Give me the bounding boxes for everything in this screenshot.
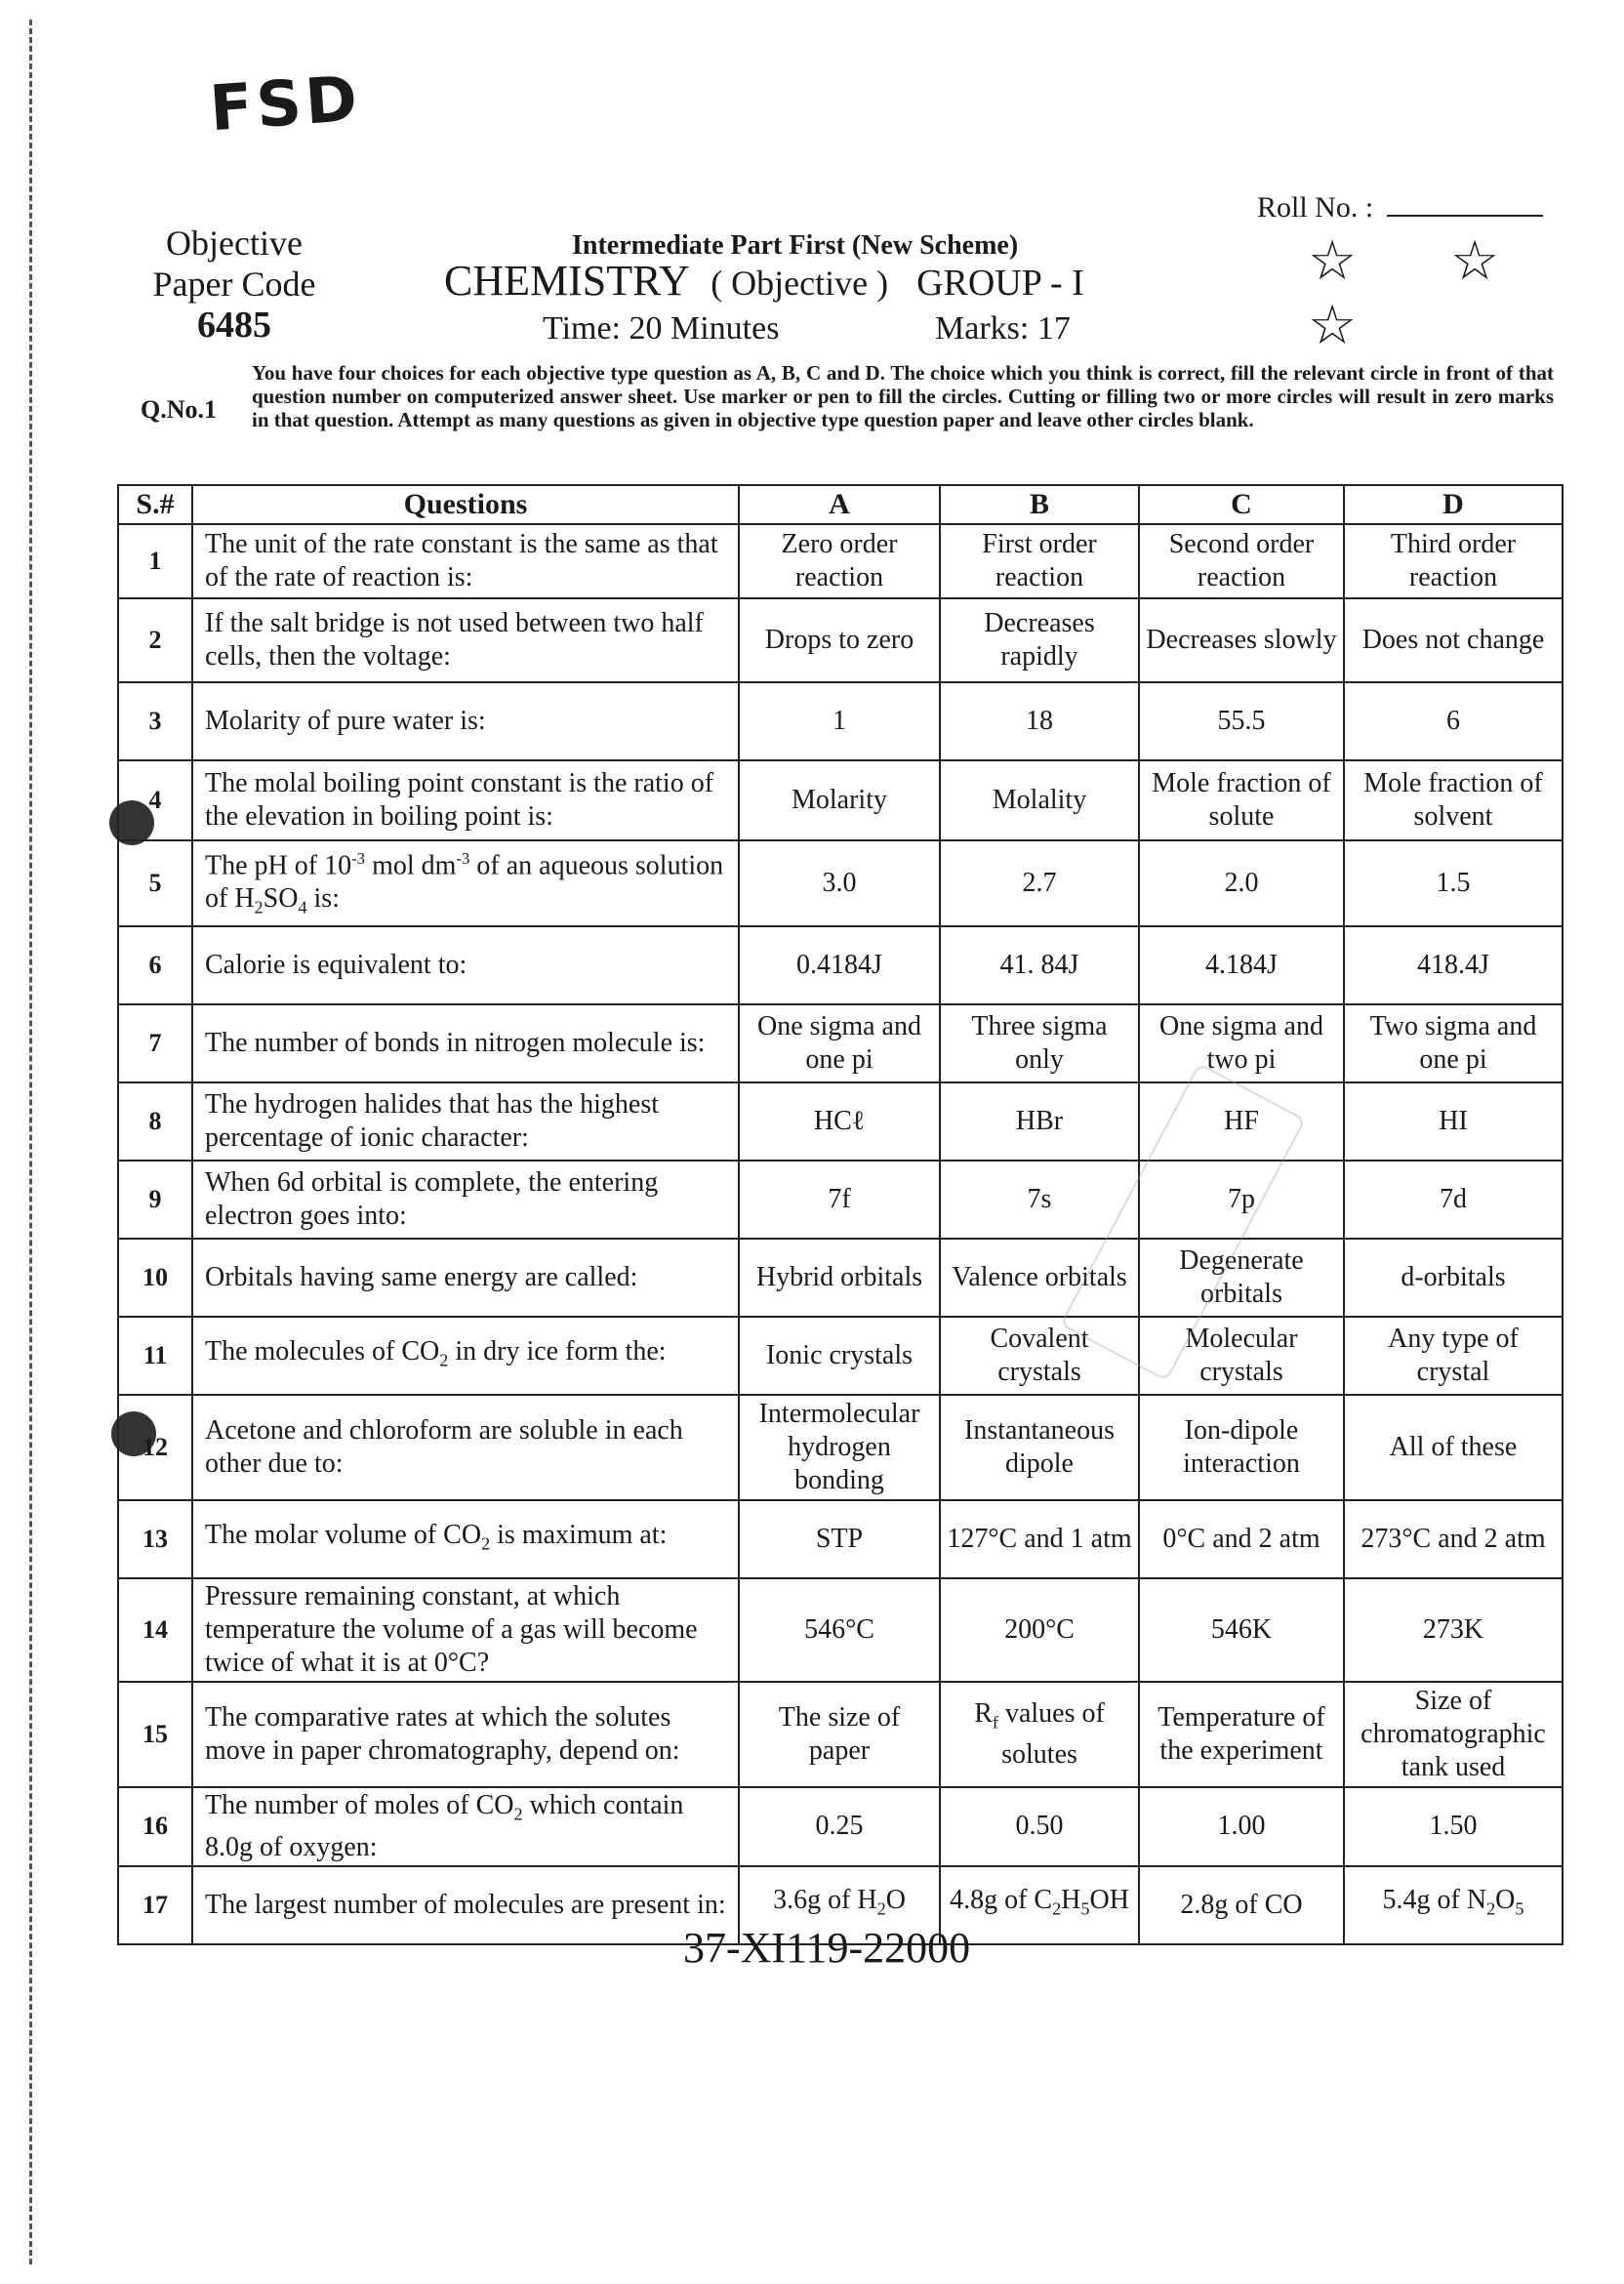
- question-serial: 9: [118, 1161, 192, 1239]
- paper-code: 6485: [197, 305, 271, 346]
- table-row: [118, 926, 1563, 1004]
- question-text: The largest number of molecules are present in:: [192, 1866, 739, 1944]
- roll-number-label: Roll No. :: [1257, 191, 1543, 224]
- question-number: Q.No.1: [141, 395, 217, 424]
- subject: CHEMISTRY: [444, 257, 689, 305]
- star-icon: ☆: [1308, 296, 1358, 356]
- question-text: Molarity of pure water is:: [192, 682, 739, 760]
- option-c: 0°C and 2 atm: [1139, 1500, 1344, 1578]
- option-a: STP: [739, 1500, 940, 1578]
- table-row: [118, 1004, 1563, 1082]
- option-a: 7f: [739, 1161, 940, 1239]
- option-a: Ionic crystals: [739, 1317, 940, 1395]
- question-serial: 2: [118, 598, 192, 682]
- question-serial: 12: [118, 1395, 192, 1500]
- option-c: One sigma and two pi: [1139, 1004, 1344, 1082]
- option-d: 6: [1344, 682, 1563, 760]
- option-a: 3.0: [739, 840, 940, 926]
- table-row: [118, 524, 1563, 598]
- option-d: Does not change: [1344, 598, 1563, 682]
- option-d: 273°C and 2 atm: [1344, 1500, 1563, 1578]
- question-serial: 6: [118, 926, 192, 1004]
- option-b: 4.8g of $C_2H_5OH$: [940, 1866, 1139, 1944]
- star-icon: ☆: [1450, 231, 1500, 292]
- question-serial: 7: [118, 1004, 192, 1082]
- option-c: 1.00: [1139, 1787, 1344, 1866]
- question-text: The molecules of $CO_2$ in dry ice form the:: [192, 1317, 739, 1395]
- paper-kind: ( Objective ): [710, 264, 889, 303]
- table-row: [118, 760, 1563, 840]
- header-questions: Questions: [192, 485, 739, 524]
- option-b: Decreases rapidly: [940, 598, 1139, 682]
- option-d: 5.4g of $N_2O_5$: [1344, 1866, 1563, 1944]
- star-icon: ☆: [1308, 231, 1358, 292]
- question-serial: 11: [118, 1317, 192, 1395]
- option-a: Zero order reaction: [739, 524, 940, 598]
- paper-code-label: Paper Code: [152, 265, 316, 304]
- exam-title: Intermediate Part First (New Scheme): [572, 230, 1019, 261]
- option-d: 1.50: [1344, 1787, 1563, 1866]
- header-option-b: B: [940, 485, 1139, 524]
- questions-table: [117, 484, 1563, 1945]
- question-text: The molar volume of $CO_2$ is maximum at:: [192, 1500, 739, 1578]
- option-a: One sigma and one pi: [739, 1004, 940, 1082]
- footer-code: 37-XI119-22000: [683, 1924, 971, 1972]
- option-a: 546°C: [739, 1578, 940, 1682]
- option-c: 2.8g of CO: [1139, 1866, 1344, 1944]
- table-row: [118, 1161, 1563, 1239]
- option-d: 418.4J: [1344, 926, 1563, 1004]
- table-row: [118, 1787, 1563, 1866]
- option-b: Instantaneous dipole: [940, 1395, 1139, 1500]
- question-serial: 14: [118, 1578, 192, 1682]
- question-serial: 13: [118, 1500, 192, 1578]
- marks: Marks: 17: [935, 310, 1071, 347]
- table-row: [118, 1082, 1563, 1161]
- paper-code-block: [137, 223, 332, 346]
- table-row: [118, 1682, 1563, 1787]
- option-c: 2.0: [1139, 840, 1344, 926]
- option-d: Mole fraction of solvent: [1344, 760, 1563, 840]
- option-b: Covalent crystals: [940, 1317, 1139, 1395]
- question-serial: 10: [118, 1239, 192, 1317]
- option-c: 7p: [1139, 1161, 1344, 1239]
- question-serial: 8: [118, 1082, 192, 1161]
- table-row: [118, 840, 1563, 926]
- option-a: The size of paper: [739, 1682, 940, 1787]
- option-a: Intermolecular hydrogen bonding: [739, 1395, 940, 1500]
- option-b: Three sigma only: [940, 1004, 1139, 1082]
- question-serial: 1: [118, 524, 192, 598]
- question-text: Pressure remaining constant, at which temperature the volume of a gas will become twice of what it is at 0°C?: [192, 1578, 739, 1682]
- option-c: Mole fraction of solute: [1139, 760, 1344, 840]
- question-text: The unit of the rate constant is the same as that of the rate of reaction is:: [192, 524, 739, 598]
- question-serial: 15: [118, 1682, 192, 1787]
- question-text: The molal boiling point constant is the ratio of the elevation in boiling point is:: [192, 760, 739, 840]
- instructions-text: You have four choices for each objective type question as A, B, C and D. The choice which you think is correct, fill the relevant circle in front of that question number on computerized answer sheet. Use marker or pen to fill the circles. Cutting or filling two or more circles will result in zero marks in that question. Attempt as many questions as given in objective type question paper and leave other circles blank.: [252, 361, 1554, 431]
- table-row: [118, 1239, 1563, 1317]
- option-d: HI: [1344, 1082, 1563, 1161]
- header-option-c: C: [1139, 485, 1344, 524]
- page-edge-border: [29, 20, 32, 2264]
- option-d: Two sigma and one pi: [1344, 1004, 1563, 1082]
- option-b: 41. 84J: [940, 926, 1139, 1004]
- option-c: 546K: [1139, 1578, 1344, 1682]
- board-mark: FSD: [207, 62, 364, 146]
- option-c: Ion-dipole interaction: [1139, 1395, 1344, 1500]
- option-a: 3.6g of $H_2O$: [739, 1866, 940, 1944]
- option-d: Size of chromatographic tank used: [1344, 1682, 1563, 1787]
- question-serial: 4: [118, 760, 192, 840]
- question-text: Acetone and chloroform are soluble in each other due to:: [192, 1395, 739, 1500]
- question-text: Calorie is equivalent to:: [192, 926, 739, 1004]
- option-c: Decreases slowly: [1139, 598, 1344, 682]
- option-b: $R_f$ values of solutes: [940, 1682, 1139, 1787]
- option-b: 0.50: [940, 1787, 1139, 1866]
- time: Time: 20 Minutes: [543, 310, 780, 347]
- question-text: If the salt bridge is not used between two half cells, then the voltage:: [192, 598, 739, 682]
- option-a: 0.4184J: [739, 926, 940, 1004]
- option-d: Third order reaction: [1344, 524, 1563, 598]
- option-d: 273K: [1344, 1578, 1563, 1682]
- header-option-d: D: [1344, 485, 1563, 524]
- question-text: Orbitals having same energy are called:: [192, 1239, 739, 1317]
- header-option-a: A: [739, 485, 940, 524]
- paper-type: Objective: [166, 224, 303, 263]
- option-c: 55.5: [1139, 682, 1344, 760]
- table-row: [118, 1395, 1563, 1500]
- question-serial: 16: [118, 1787, 192, 1866]
- option-b: 2.7: [940, 840, 1139, 926]
- option-a: HCℓ: [739, 1082, 940, 1161]
- option-b: 127°C and 1 atm: [940, 1500, 1139, 1578]
- questions-body: [118, 524, 1563, 1944]
- option-d: 1.5: [1344, 840, 1563, 926]
- table-row: [118, 598, 1563, 682]
- option-b: First order reaction: [940, 524, 1139, 598]
- table-row: [118, 1317, 1563, 1395]
- question-serial: 17: [118, 1866, 192, 1944]
- option-c: HF: [1139, 1082, 1344, 1161]
- option-b: Valence orbitals: [940, 1239, 1139, 1317]
- table-row: [118, 1500, 1563, 1578]
- roll-number-field[interactable]: [1387, 215, 1543, 217]
- subject-line: [444, 256, 1084, 306]
- table-row: [118, 1578, 1563, 1682]
- option-c: Molecular crystals: [1139, 1317, 1344, 1395]
- option-b: 200°C: [940, 1578, 1139, 1682]
- option-c: Temperature of the experiment: [1139, 1682, 1344, 1787]
- option-b: 7s: [940, 1161, 1139, 1239]
- option-b: Molality: [940, 760, 1139, 840]
- option-d: Any type of crystal: [1344, 1317, 1563, 1395]
- option-d: d-orbitals: [1344, 1239, 1563, 1317]
- question-text: The number of bonds in nitrogen molecule is:: [192, 1004, 739, 1082]
- option-c: 4.184J: [1139, 926, 1344, 1004]
- question-serial: 3: [118, 682, 192, 760]
- option-d: All of these: [1344, 1395, 1563, 1500]
- question-text: When 6d orbital is complete, the entering electron goes into:: [192, 1161, 739, 1239]
- option-a: Drops to zero: [739, 598, 940, 682]
- option-a: Molarity: [739, 760, 940, 840]
- option-a: 1: [739, 682, 940, 760]
- option-a: 0.25: [739, 1787, 940, 1866]
- question-serial: 5: [118, 840, 192, 926]
- question-text: The pH of $10^{-3}$ mol $dm^{-3}$ of an aqueous solution of $H_2SO_4$ is:: [192, 840, 739, 926]
- option-c: Degenerate orbitals: [1139, 1239, 1344, 1317]
- option-b: 18: [940, 682, 1139, 760]
- header-serial: S.#: [118, 485, 192, 524]
- table-header-row: [118, 485, 1563, 524]
- group: GROUP - I: [916, 263, 1084, 304]
- question-text: The comparative rates at which the solutes move in paper chromatography, depend on:: [192, 1682, 739, 1787]
- question-text: The hydrogen halides that has the highest percentage of ionic character:: [192, 1082, 739, 1161]
- question-text: The number of moles of $CO_2$ which contain 8.0g of oxygen:: [192, 1787, 739, 1866]
- option-c: Second order reaction: [1139, 524, 1344, 598]
- option-d: 7d: [1344, 1161, 1563, 1239]
- table-row: [118, 682, 1563, 760]
- option-b: HBr: [940, 1082, 1139, 1161]
- option-a: Hybrid orbitals: [739, 1239, 940, 1317]
